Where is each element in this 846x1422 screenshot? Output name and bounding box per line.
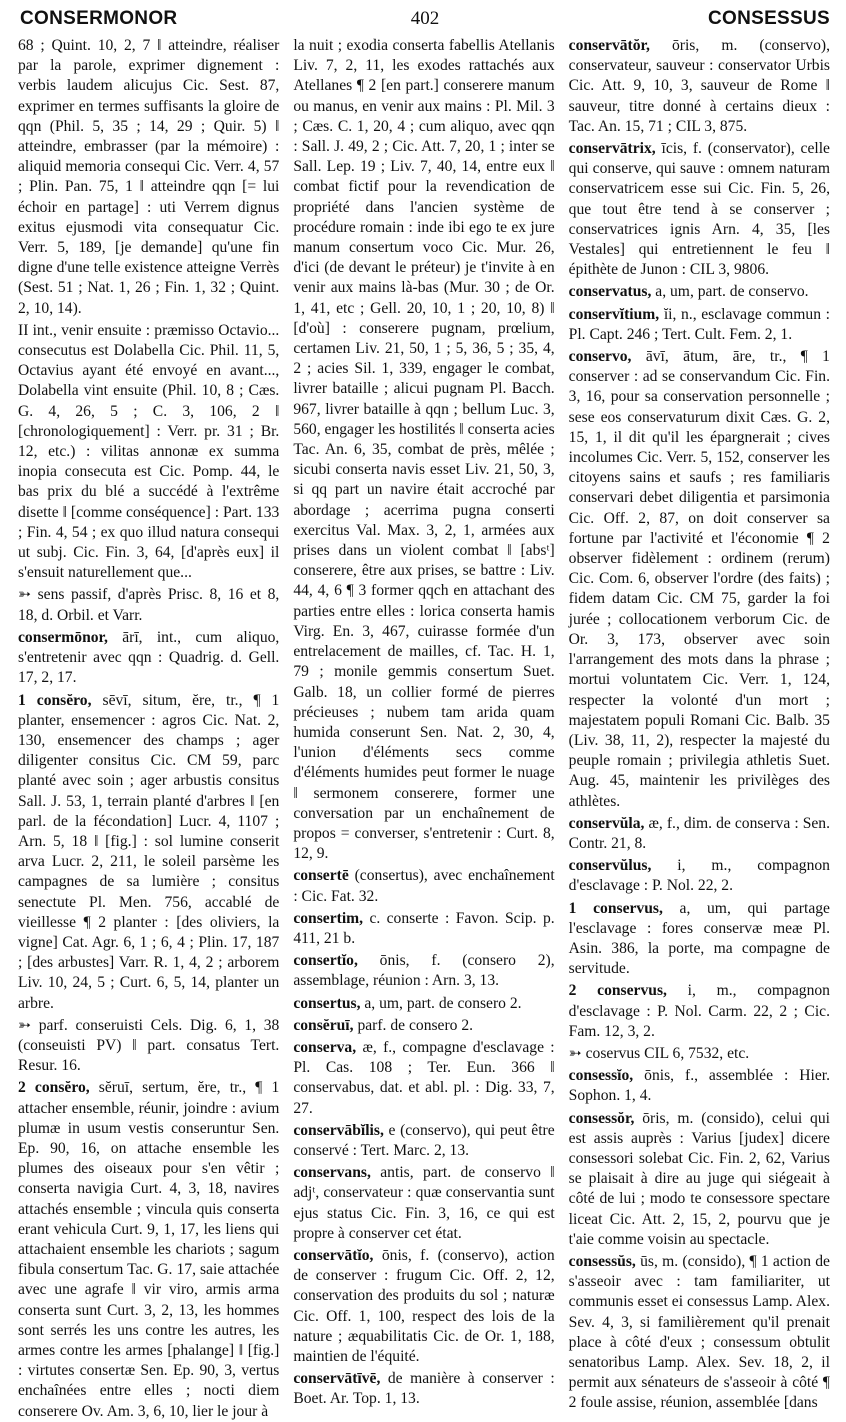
- entry-headword: conservans,: [293, 1164, 371, 1182]
- dictionary-entry: [293, 1163, 554, 1244]
- dictionary-entry: [569, 814, 830, 854]
- entry-definition: i, m., compagnon d'esclavage : P. Nol. 22, 2.: [568, 857, 830, 895]
- entry-definition: a, um, part. de conservo.: [655, 283, 809, 301]
- entry-definition: e (conservo), qui peut être conservé : Tert. Marc. 2, 13.: [293, 1121, 555, 1159]
- dictionary-entry: [18, 321, 279, 584]
- entry-definition: i, m., compagnon d'esclavage : P. Nol. Carm. 22, 2 ; Cic. Fam. 12, 3, 2.: [568, 982, 830, 1040]
- entry-definition: ōnis, f. (conservo), action de conserver : frugum Cic. Off. 2, 12, conservation des produits du sol ; naturæ Cic. Off. 1, 100, respect des lois de la nature ; æquabilitatis Cic. de Or. 1, 188, maintien de l'équité.: [293, 1246, 555, 1365]
- dictionary-entry: [18, 585, 279, 625]
- dictionary-columns: [18, 36, 830, 1420]
- entry-headword: consessĭo,: [568, 1067, 634, 1085]
- entry-headword: consertus,: [293, 994, 361, 1012]
- entry-headword: 2 consĕro,: [18, 1079, 90, 1097]
- dictionary-entry: [293, 909, 554, 949]
- dictionary-entry: [569, 1252, 830, 1414]
- right-guide-word: CONSESSUS: [707, 8, 830, 29]
- entry-headword: consĕruī,: [293, 1016, 354, 1034]
- entry-headword: consertĭo,: [293, 952, 358, 970]
- entry-definition: æ, f., dim. de conserva : Sen. Contr. 21, 8.: [568, 814, 830, 852]
- dictionary-entry: [569, 1044, 830, 1064]
- entry-definition: parf. de consero 2.: [357, 1016, 474, 1034]
- entry-definition: a, um, part. de consero 2.: [364, 994, 522, 1012]
- entry-headword: 2 conservus,: [568, 982, 667, 1000]
- page-number: 402: [410, 8, 440, 29]
- dictionary-entry: [569, 856, 830, 896]
- entry-definition: ārī, int., cum aliquo, s'entretenir avec qqn : Quadrig. d. Gell. 17, 2, 17.: [18, 628, 280, 687]
- dictionary-entry: [18, 1016, 279, 1077]
- entry-definition: ➳ coservus CIL 6, 7532, etc.: [568, 1044, 750, 1062]
- entry-definition: 68 ; Quint. 10, 2, 7 ‖ atteindre, réaliser par la parole, exprimer dignement : verbis laudem alicujus Cic. Sest. 87, exprimer en termes suffisants la gloire de qqn (Phil. 5, 35 ; 14, 29 ; Quir. 5) ‖ atteindre, embrasser (par la mémoire) : aliquid memoria consequi Cic. Verr. 4, 57 ; Plin. Pan. 75, 1 ‖ atteindre qqn [= lui échoir en partage] : uti Verrem dignus exitus ejusmodi vita consequatur Cic. Verr. 5, 189, [je demande] qu'une fin digne d'une telle existence atteigne Verrès (Sest. 51 ; Nat. 1, 26 ; Fin. 1, 32 ; Quint. 2, 10, 14).: [18, 37, 280, 317]
- entry-headword: conservātĭo,: [293, 1246, 374, 1264]
- entry-definition: ūs, m. (consido), ¶ 1 action de s'asseoir avec : tam familiariter, ut communis esset ei consessus Lamp. Alex. Sev. 4, 3, si familièrement qu'il prenait place à côté d'eux ; consessum obtulit senatoribus Lamp. Alex. Sev. 18, 2, il permit aux sénateurs de s'asseoir à côté ¶ 2 foule assise, réunion, assemblée [dans: [568, 1252, 830, 1412]
- left-guide-word: CONSERMONOR: [20, 8, 178, 29]
- entry-definition: antis, part. de conservo ‖ adjᵗ, conservateur : quæ conservantia sunt ejus status Cic. Fin. 3, 16, ce qui est propre à conserver cet état.: [293, 1164, 555, 1242]
- dictionary-entry: [569, 139, 830, 280]
- dictionary-entry: [293, 1121, 554, 1161]
- dictionary-entry: [293, 951, 554, 991]
- entry-definition: æ, f., compagne d'esclavage : Pl. Cas. 108 ; Ter. Eun. 366 ‖ conservabus, dat. et abl. pl. : Dig. 33, 7, 27.: [293, 1038, 555, 1117]
- entry-definition: ōris, m. (consido), celui qui est assis auprès : Varius [judex] dicere consessori solebat Cic. Fin. 2, 62, Varius se plaisait à dire au juge qui siégeait à côté de lui ; modo te consessore spectare liceat Cic. Att. 2, 15, 2, pourvu que je t'aie comme voisin au spectacle.: [568, 1109, 830, 1248]
- entry-definition: sĕruī, sertum, ĕre, tr., ¶ 1 attacher ensemble, réunir, joindre : avium plumæ in usum vestis conseruntur Sen. Ep. 90, 16, on attache ensemble les plumes des oiseaux pour s'en vêtir ; conserta navigia Curt. 4, 3, 18, navires attachés ensemble ; vincula quis conserta erant vehicula Curt. 9, 1, 17, les liens qui attachaient ensemble les chariots ; sagum fibula consertum Tac. G. 17, saie attachée avec une agrafe ‖ vir viro, armis arma conserta sunt Curt. 3, 2, 13, les hommes sont serrés les uns contre les autres, les armes contre les armes [phalange] ‖ [fig.] : virtutes consertæ Sen. Ep. 90, 3, vertus enchaînées entre elles ; nocti diem conserere Ov. Am. 3, 6, 10, lier le jour à: [18, 1079, 280, 1420]
- column-2: [293, 36, 555, 1408]
- entry-definition: la nuit ; exodia conserta fabellis Atellanis Liv. 7, 2, 11, les exodes rattachés aux Atellanes ¶ 2 [en part.] conserere manum ou manus, en venir aux mains : Pl. Mil. 3 ; Cæs. C. 1, 20, 4 ; cum aliquo, avec qqn : Sall. J. 49, 2 ; Cic. Att. 7, 20, 1 ; inter se Sall. Lep. 19 ; Liv. 7, 40, 14, entre eux ‖ combat fictif pour la revendication de propriété dans l'ancien système de procédure romain : inde ibi ego te ex jure manum consertum voco Cic. Mur. 26, d'ici (de devant le préteur) je t'invite à en venir aux mains là-bas (Mur. 30 ; de Or. 1, 41, etc ; Gell. 20, 10, 1 ; 20, 10, 8) ‖ [d'où] : conserere pugnam, prœlium, certamen Liv. 21, 50, 1 ; 5, 36, 5 ; 35, 4, 2 ; acies Sil. 1, 339, engager le combat, livrer bataille ; alicui pugnam Pl. Bacch. 967, livrer bataille à qqn ; bellum Luc. 3, 560, engager les hostilités ‖ conserta acies Tac. An. 6, 35, combat de près, mêlée ; sicubi conserta navis esset Liv. 21, 50, 3, si qq part un navire était accroché par abordage ; acerrima pugna conserti exercitus Val. Max. 3, 2, 1, armées aux prises dans un violent combat ‖ [absᵗ] conserere, être aux prises, se battre : Liv. 44, 4, 6 ¶ 3 former qqch en attachant des parties entre elles : lorica conserta hamis Virg. En. 3, 467, cuirasse formée d'un entrelacement de mailles, cf. Tac. H. 1, 79 ; monile gemmis consertum Suet. Galb. 18, un collier formé de pierres précieuses ; nubem tam arida quam humida conserunt Sen. Nat. 2, 30, 4, l'union d'éléments secs comme d'éléments humides peut former le nuage ‖ sermonem conserere, former une conversation par un enchaînement de propos = converser, s'entretenir : Curt. 8, 12, 9.: [293, 37, 555, 863]
- entry-definition: ōris, m. (conservo), conservateur, sauveur : conservator Urbis Cic. Att. 9, 10, 3, sauveur de Rome ‖ sauveur, titre donné à certains dieux : Tac. An. 15, 71 ; CIL 3, 875.: [568, 37, 830, 135]
- entry-definition: īcis, f. (conservator), celle qui conserve, qui sauve : omnem naturam conservatricem esse sui Cic. Fin. 5, 26, que tout être tend à se conserver ; conservatrices ignis Arn. 4, 35, [les Vestales] qui entretiennent le feu ‖ épithète de Junon : CIL 3, 9806.: [568, 140, 830, 279]
- dictionary-entry: [569, 36, 830, 137]
- dictionary-entry: [569, 899, 830, 980]
- entry-definition: ĭi, n., esclavage commun : Pl. Capt. 246 ; Tert. Cult. Fem. 2, 1.: [568, 305, 830, 343]
- dictionary-entry: [293, 1246, 554, 1367]
- entry-headword: 1 conservus,: [568, 899, 663, 917]
- dictionary-entry: [569, 1109, 830, 1250]
- entry-definition: sēvī, situm, ĕre, tr., ¶ 1 planter, ensemencer : agros Cic. Nat. 2, 130, ensemencer des champs ; ager diligenter consitus Cic. CM 59, parc planté avec soin ; ager arbustis consitus Sall. J. 53, 1, terrain planté d'arbres ‖ [en parl. de la fécondation] Lucr. 4, 1107 ; Arn. 5, 18 ‖ [fig.] : sol lumine conserit arva Lucr. 2, 211, le soleil parsème les campagnes de sa lumière ; consitus senectute Pl. Men. 756, accablé de vieillesse ¶ 2 planter : [des oliviers, la vigne] Cat. Agr. 6, 1 ; 6, 4 ; Plin. 17, 187 ; [des arbustes] Varr. R. 1, 4, 2 ; arborem Liv. 10, 24, 5 ; Curt. 6, 5, 14, planter un arbre.: [18, 691, 280, 1012]
- dictionary-entry: [569, 981, 830, 1042]
- dictionary-entry: [569, 282, 830, 302]
- entry-headword: conservatus,: [568, 283, 652, 301]
- dictionary-entry: [293, 1369, 554, 1409]
- entry-headword: conservĭtium,: [568, 305, 660, 323]
- dictionary-entry: [293, 1038, 554, 1119]
- dictionary-entry: [569, 1066, 830, 1106]
- column-3: [568, 36, 830, 1412]
- entry-headword: conservŭlus,: [568, 857, 652, 875]
- entry-headword: conservābĭlis,: [293, 1121, 384, 1139]
- entry-headword: conserva,: [293, 1038, 357, 1056]
- entry-headword: conservo,: [568, 348, 632, 366]
- dictionary-entry: [18, 691, 279, 1014]
- entry-definition: II int., venir ensuite : præmisso Octavio... consecutus est Dolabella Cic. Phil. 11, 5, Octavius ayant été envoyé en avant..., Dolabella vint ensuite (Phil. 10, 8 ; Cæs. G. 4, 26, 5 ; C. 3, 106, 2 ‖ [chronologiquement] : Verr. pr. 31 ; Br. 12, etc.) : vilitas annonæ ex summa inopia consecuta est Cic. Pomp. 44, le bas prix du blé a succédé à l'extrême disette ‖ [comme conséquence] : Part. 133 ; Fin. 4, 54 ; ex quo illud natura consequi ut subj. Cic. Fin. 3, 64, [d'après eux] il s'ensuit naturellement que...: [18, 321, 280, 582]
- entry-definition: ➳ parf. conseruisti Cels. Dig. 6, 1, 38 (conseuisti PV) ‖ part. consatus Tert. Resur. 16.: [18, 1016, 280, 1075]
- entry-headword: conservātīvē,: [293, 1370, 381, 1388]
- dictionary-entry: [18, 36, 279, 319]
- entry-definition: (consertus), avec enchaînement : Cic. Fat. 32.: [293, 867, 555, 905]
- entry-headword: consertē: [293, 867, 349, 885]
- entry-headword: conservātŏr,: [568, 37, 650, 54]
- entry-definition: ōnis, f., assemblée : Hier. Sophon. 1, 4.: [568, 1067, 830, 1105]
- dictionary-entry: [293, 994, 554, 1014]
- entry-definition: a, um, qui partage l'esclavage : fores conservæ meæ Pl. Asin. 386, la porte, ma compagne de servitude.: [568, 899, 830, 978]
- entry-definition: āvī, ātum, āre, tr., ¶ 1 conserver : ad se conservandum Cic. Fin. 3, 16, pour sa conservation personnelle ; sese eos conservaturum dixit Cæs. G. 2, 15, 1, il dit qu'il les épargnerait ; cives incolumes Cic. Verr. 5, 152, conserver les citoyens sains et saufs ; res familiaris conservari debet diligentia et parsimonia Cic. Off. 2, 87, on doit conserver sa fortune par l'activité et l'économie ¶ 2 observer fidèlement : ordinem (rerum) Cic. Com. 6, observer l'ordre (des faits) ; fidem datam Cic. CM 75, garder la foi jurée ; collocationem verborum Cic. de Or. 3, 173, observer avec soin l'arrangement des mots dans la phrase ; mortui voluntatem Cic. Verr. 1, 124, respecter la volonté d'un mort ; majestatem populi Romani Cic. Balb. 35 (Liv. 38, 11, 2), respecter la majesté du peuple romain ; privilegia athletis Suet. Aug. 45, maintenir les privilèges des athlètes.: [568, 348, 830, 810]
- dictionary-entry: [293, 866, 554, 906]
- entry-headword: conservātrix,: [568, 140, 656, 158]
- entry-definition: de manière à conserver : Boet. Ar. Top. 1, 13.: [293, 1370, 555, 1408]
- entry-headword: consessŏr,: [568, 1109, 635, 1127]
- dictionary-entry: [293, 36, 554, 864]
- entry-headword: consertim,: [293, 909, 364, 927]
- entry-definition: ōnis, f. (consero 2), assemblage, réunion : Arn. 3, 13.: [293, 952, 555, 990]
- dictionary-entry: [293, 1016, 554, 1036]
- dictionary-entry: [18, 1078, 279, 1421]
- running-header: [20, 6, 830, 32]
- entry-headword: conservŭla,: [568, 814, 645, 832]
- entry-headword: consermōnor,: [18, 628, 108, 646]
- dictionary-entry: [569, 305, 830, 345]
- dictionary-entry: [18, 628, 279, 689]
- entry-headword: 1 consĕro,: [18, 691, 92, 709]
- entry-headword: consessŭs,: [568, 1252, 636, 1270]
- column-1: [18, 36, 280, 1420]
- entry-definition: c. conserte : Favon. Scip. p. 411, 21 b.: [293, 909, 555, 947]
- dictionary-entry: [569, 347, 830, 812]
- entry-definition: ➳ sens passif, d'après Prisc. 8, 16 et 8, 18, d. Orbil. et Varr.: [18, 586, 280, 624]
